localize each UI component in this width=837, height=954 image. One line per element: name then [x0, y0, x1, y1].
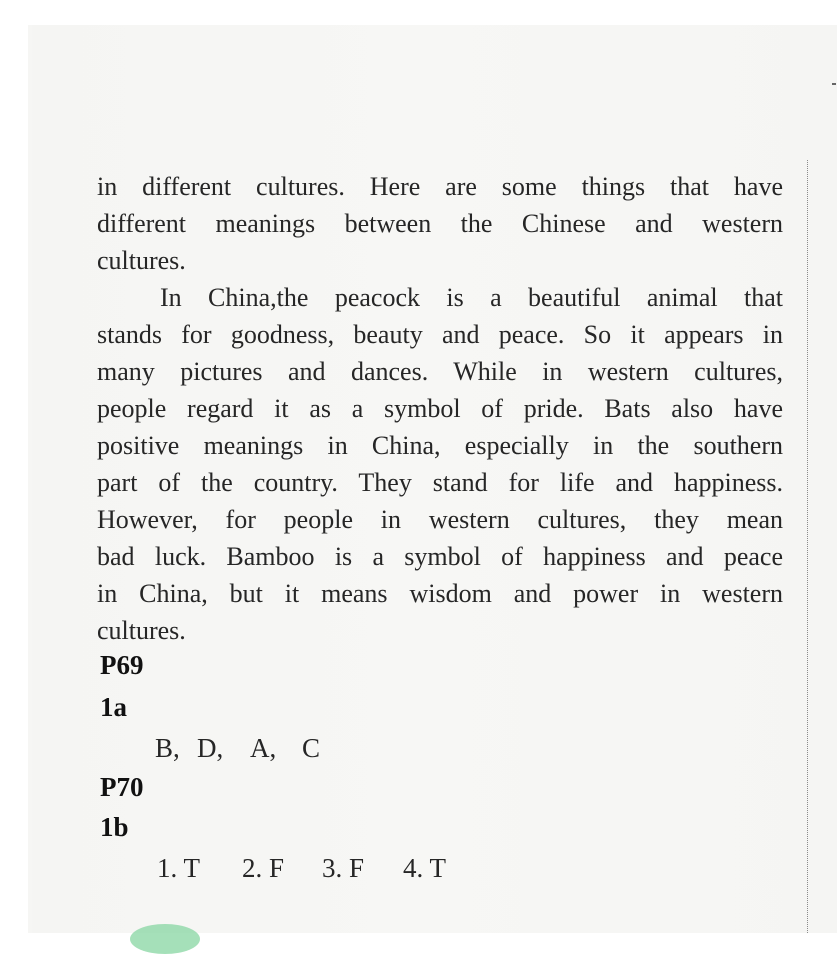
decorative-green-shape: [130, 924, 200, 954]
passage-line: stands for goodness, beauty and peace. So it appears in: [97, 320, 783, 349]
passage-line: people regard it as a symbol of pride. Bats also have: [97, 394, 783, 423]
dotted-margin-rule: [807, 160, 808, 933]
answer-item: 1. T: [157, 853, 201, 883]
passage: [97, 168, 783, 649]
passage-line: However, for people in western cultures, they mean: [97, 505, 783, 534]
page-number-heading: P69: [100, 650, 144, 680]
answer-item: 2. F: [242, 853, 285, 883]
passage-line: many pictures and dances. While in western cultures,: [97, 357, 783, 386]
passage-line: in different cultures. Here are some things that have: [97, 172, 783, 201]
passage-line: bad luck. Bamboo is a symbol of happiness and peace: [97, 542, 783, 571]
passage-line: positive meanings in China, especially in the southern: [97, 431, 783, 460]
answer-item: B,: [155, 733, 180, 763]
answer-item: A,: [250, 733, 277, 763]
exercise-heading: 1a: [100, 692, 127, 722]
answer-item: C: [302, 733, 321, 763]
passage-line: different meanings between the Chinese and western: [97, 209, 783, 238]
passage-line: cultures.: [97, 246, 186, 275]
scan-top-margin: [0, 0, 837, 25]
page-number-heading: P70: [100, 772, 144, 802]
passage-line: part of the country. They stand for life and happiness.: [97, 468, 783, 497]
passage-line: cultures.: [97, 616, 186, 645]
answer-item: 4. T: [403, 853, 447, 883]
answer-item: D,: [197, 733, 224, 763]
scan-mark: [832, 83, 836, 85]
passage-line: In China,the peacock is a beautiful animal that: [160, 283, 783, 312]
scan-left-margin: [0, 0, 28, 933]
answer-item: 3. F: [322, 853, 365, 883]
exercise-heading: 1b: [100, 812, 129, 842]
passage-line: in China, but it means wisdom and power in western: [97, 579, 783, 608]
